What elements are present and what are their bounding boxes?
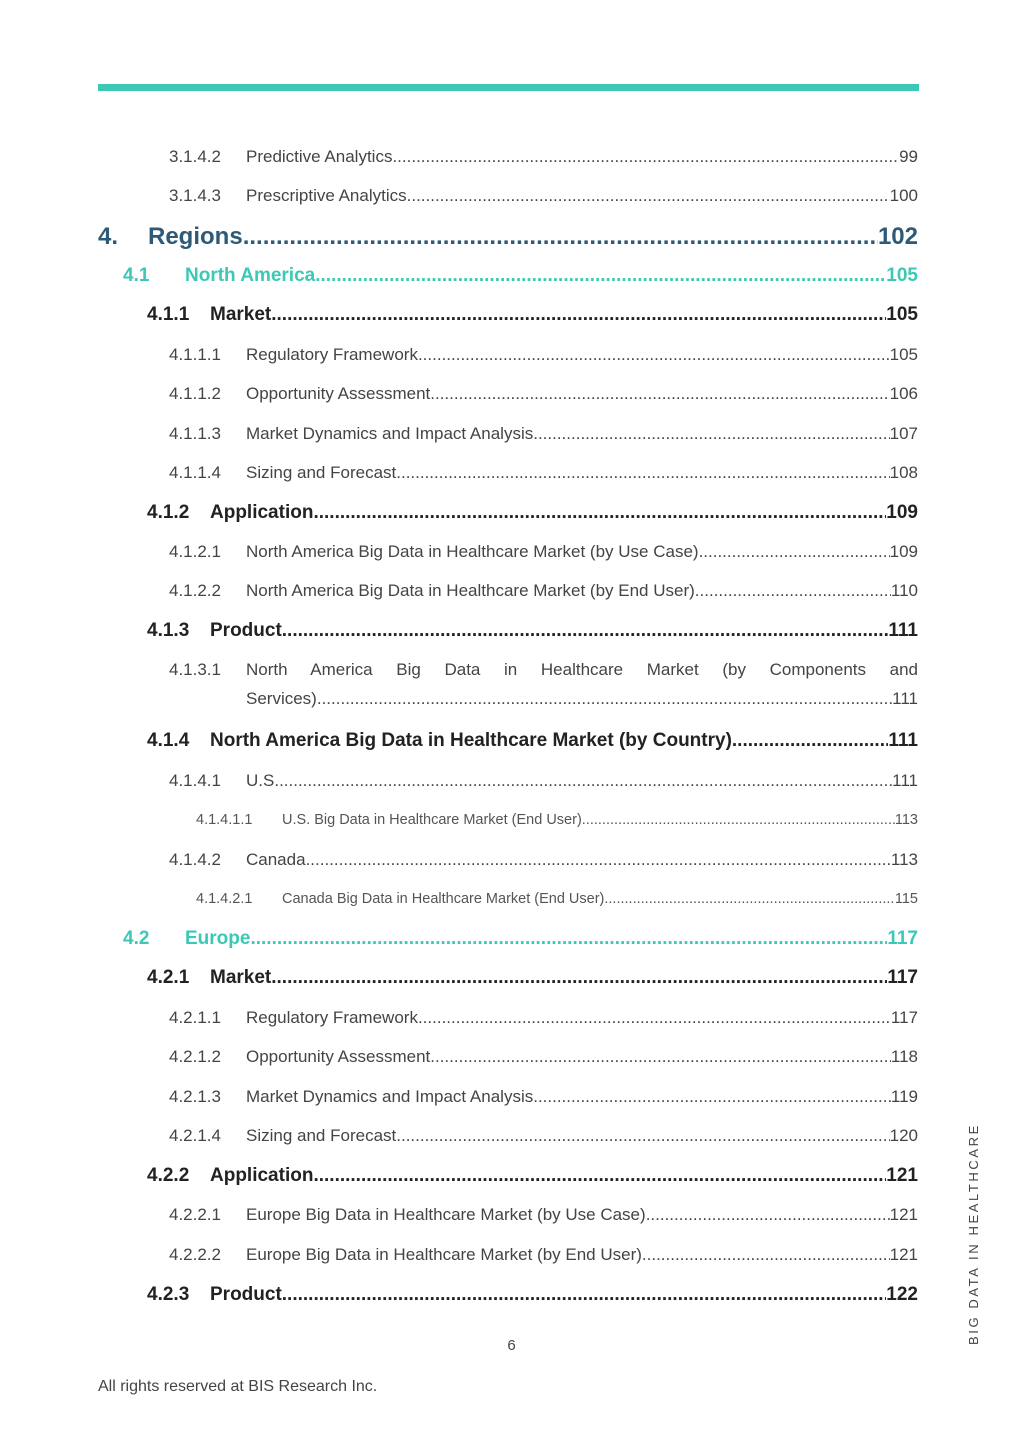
toc-entry-title: Market Dynamics and Impact Analysis xyxy=(246,1087,534,1106)
toc-entry-title: Application xyxy=(210,1165,314,1186)
dot-leader xyxy=(282,620,889,642)
toc-entry-title: Opportunity Assessment xyxy=(246,1047,431,1066)
dot-leader xyxy=(604,891,895,907)
toc-entry[interactable] xyxy=(147,502,918,524)
dot-leader xyxy=(396,1126,889,1146)
toc-entry-title: Canada xyxy=(246,850,306,869)
dot-leader xyxy=(279,771,892,791)
toc-entry-title: Prescriptive Analytics xyxy=(246,186,407,205)
toc-entry[interactable] xyxy=(169,424,918,444)
toc-entry-title: U.S. xyxy=(246,771,280,790)
footer-copyright: All rights reserved at BIS Research Inc. xyxy=(98,1378,378,1395)
toc-entry-number: 4.1.4.1.1 xyxy=(196,812,253,828)
toc-entry-page: 121 xyxy=(889,1245,918,1264)
dot-leader xyxy=(418,345,890,365)
toc-entry-title: Opportunity Assessment xyxy=(246,384,431,403)
toc-entry[interactable] xyxy=(123,265,918,287)
toc-entry-number: 4.1.2.2 xyxy=(169,581,221,600)
toc-entry[interactable] xyxy=(169,542,918,562)
toc-entry-number: 3.1.4.3 xyxy=(169,186,221,205)
toc-entry-page: 117 xyxy=(887,928,918,949)
toc-entry-title: North America Big Data in Healthcare Market (by Use Case) xyxy=(246,542,699,561)
toc-entry-page: 118 xyxy=(890,1047,918,1066)
dot-leader xyxy=(699,542,890,562)
toc-entry-title: Market Dynamics and Impact Analysis xyxy=(246,424,534,443)
toc-entry-page: 119 xyxy=(890,1087,918,1106)
toc-entry[interactable] xyxy=(147,1165,918,1187)
toc-entry-page: 115 xyxy=(894,891,918,907)
toc-entry-title: Europe Big Data in Healthcare Market (by Use Case) xyxy=(246,1205,646,1224)
toc-entry-number: 4.1.1.2 xyxy=(169,384,221,403)
toc-entry-page: 105 xyxy=(886,265,918,286)
dot-leader xyxy=(430,384,889,404)
toc-entry-title: Sizing and Forecast xyxy=(246,463,397,482)
toc-entry-page: 107 xyxy=(889,424,918,443)
toc-entry-page: 111 xyxy=(892,689,918,708)
toc-entry-number: 4.1.2.1 xyxy=(169,542,221,561)
toc-entry-title: Application xyxy=(210,502,314,523)
toc-entry-title: North America Big Data in Healthcare Market (by Components and xyxy=(246,660,918,679)
dot-leader xyxy=(313,502,886,524)
dot-leader xyxy=(646,1205,890,1225)
dot-leader xyxy=(271,967,887,989)
toc-entry[interactable] xyxy=(169,771,918,791)
toc-entry-page: 110 xyxy=(890,581,918,600)
toc-entry-page: 121 xyxy=(889,1205,918,1224)
toc-entry-page: 105 xyxy=(889,345,918,364)
toc-entry-title: North America xyxy=(185,265,316,286)
toc-entry[interactable] xyxy=(169,186,918,206)
toc-entry[interactable] xyxy=(169,384,918,404)
toc-entry-title: North America Big Data in Healthcare Market (by End User) xyxy=(246,581,695,600)
toc-entry-title: Market xyxy=(210,967,272,988)
toc-entry-page: 109 xyxy=(886,502,918,523)
page-number: 6 xyxy=(507,1337,516,1354)
toc-entry-number: 4.1 xyxy=(123,265,150,286)
toc-entry-number: 4.1.1 xyxy=(147,304,190,325)
toc-entry[interactable] xyxy=(169,345,918,365)
dot-leader xyxy=(313,1165,886,1187)
dot-leader xyxy=(306,850,891,870)
toc-entry-title: North America Big Data in Healthcare Market (by Country) xyxy=(210,730,732,751)
dot-leader xyxy=(317,689,892,709)
toc-entry-page: 113 xyxy=(890,850,918,869)
dot-leader xyxy=(582,812,895,828)
side-running-title: BIG DATA IN HEALTHCARE xyxy=(966,1123,981,1345)
toc-entry-title: Predictive Analytics xyxy=(246,147,393,166)
toc-entry-page: 122 xyxy=(886,1284,918,1305)
dot-leader xyxy=(732,730,888,752)
toc-entry-title: Regulatory Framework xyxy=(246,1008,418,1027)
dot-leader xyxy=(695,581,891,601)
toc-entry[interactable] xyxy=(169,1205,918,1225)
toc-entry[interactable] xyxy=(169,463,918,483)
toc-entry[interactable] xyxy=(169,581,918,601)
toc-entry-page: 105 xyxy=(886,304,918,325)
dot-leader xyxy=(315,265,886,287)
top-accent-bar xyxy=(98,84,919,91)
dot-leader xyxy=(250,928,887,950)
toc-entry-page: 117 xyxy=(887,967,918,988)
toc-entry[interactable] xyxy=(147,1284,918,1306)
toc-entry-title: Product xyxy=(210,620,282,641)
toc-entry-page: 100 xyxy=(889,186,918,205)
toc-entry-page: 109 xyxy=(889,542,918,561)
toc-entry-number: 4.1.3 xyxy=(147,620,190,641)
toc-entry-number: 4.2.3 xyxy=(147,1284,190,1305)
toc-entry-number: 4.1.1.3 xyxy=(169,424,221,443)
toc-entry-page: 106 xyxy=(889,384,918,403)
toc-entry[interactable] xyxy=(147,730,918,752)
toc-entry-title: U.S. Big Data in Healthcare Market (End User) xyxy=(282,812,582,828)
toc-entry-title: Market xyxy=(210,304,272,325)
toc-entry[interactable] xyxy=(169,850,918,870)
toc-entry-number: 4.2 xyxy=(123,928,150,949)
toc-entry-number: 4.2.1.1 xyxy=(169,1008,221,1027)
toc-entry-number: 4.2.2 xyxy=(147,1165,190,1186)
toc-entry-title: Product xyxy=(210,1284,282,1305)
toc-entry[interactable] xyxy=(169,1047,918,1067)
dot-leader xyxy=(392,147,899,167)
toc-entry-page: 111 xyxy=(888,730,918,751)
toc-entry-page: 111 xyxy=(892,771,918,790)
toc-entry[interactable] xyxy=(169,660,918,709)
toc-entry[interactable] xyxy=(169,1087,918,1107)
dot-leader xyxy=(396,463,889,483)
toc-entry-title-continued: Services) xyxy=(246,689,317,708)
toc-entry-number: 4.1.3.1 xyxy=(169,660,221,679)
toc-entry-number: 4.1.4.1 xyxy=(169,771,221,790)
toc-entry-number: 4.2.2.1 xyxy=(169,1205,221,1224)
toc-entry-title: Europe xyxy=(185,928,251,949)
toc-entry[interactable] xyxy=(147,620,918,642)
toc-entry[interactable] xyxy=(169,1008,918,1028)
toc-entry-title: Canada Big Data in Healthcare Market (End User) xyxy=(282,891,605,907)
toc-entry-number: 4.1.1.1 xyxy=(169,345,221,364)
dot-leader xyxy=(282,1284,887,1306)
dot-leader xyxy=(407,186,890,206)
toc-entry-title: Regulatory Framework xyxy=(246,345,418,364)
toc-entry-number: 4. xyxy=(98,223,119,250)
dot-leader xyxy=(243,223,878,251)
toc-entry-page: 121 xyxy=(886,1165,918,1186)
toc-entry-number: 4.2.1 xyxy=(147,967,190,988)
toc-entry-number: 4.2.1.2 xyxy=(169,1047,221,1066)
toc-entry[interactable] xyxy=(169,147,918,167)
toc-entry-page: 120 xyxy=(889,1126,918,1145)
dot-leader xyxy=(418,1008,891,1028)
toc-entry-number: 4.1.1.4 xyxy=(169,463,221,482)
toc-entry-number: 4.2.2.2 xyxy=(169,1245,221,1264)
toc-entry-title: Europe Big Data in Healthcare Market (by End User) xyxy=(246,1245,642,1264)
toc-entry-number: 4.1.2 xyxy=(147,502,190,523)
toc-entry[interactable] xyxy=(169,1245,918,1265)
toc-entry[interactable] xyxy=(196,891,918,907)
toc-entry[interactable] xyxy=(147,967,918,989)
toc-entry-page: 117 xyxy=(890,1008,918,1027)
toc-entry-number: 3.1.4.2 xyxy=(169,147,221,166)
toc-entry-title: Regions xyxy=(148,223,243,250)
toc-entry[interactable] xyxy=(123,928,918,950)
toc-entry-page: 108 xyxy=(889,463,918,482)
toc-entry[interactable] xyxy=(196,812,918,828)
toc-entry-number: 4.1.4.2 xyxy=(169,850,221,869)
toc-entry-number: 4.1.4 xyxy=(147,730,190,751)
toc-entry-number: 4.1.4.2.1 xyxy=(196,891,253,907)
dot-leader xyxy=(533,424,889,444)
toc-entry-number: 4.2.1.3 xyxy=(169,1087,221,1106)
toc-entry[interactable] xyxy=(98,223,918,251)
dot-leader xyxy=(642,1245,890,1265)
toc-entry-page: 102 xyxy=(877,223,918,250)
dot-leader xyxy=(271,304,886,326)
toc-entry[interactable] xyxy=(169,1126,918,1146)
toc-entry-page: 113 xyxy=(894,812,918,828)
toc-entry[interactable] xyxy=(147,304,918,326)
toc-entry-page: 99 xyxy=(899,147,918,166)
dot-leader xyxy=(430,1047,891,1067)
toc-entry-title: Sizing and Forecast xyxy=(246,1126,397,1145)
toc-entry-number: 4.2.1.4 xyxy=(169,1126,221,1145)
toc-entry-page: 111 xyxy=(888,620,918,641)
dot-leader xyxy=(533,1087,891,1107)
